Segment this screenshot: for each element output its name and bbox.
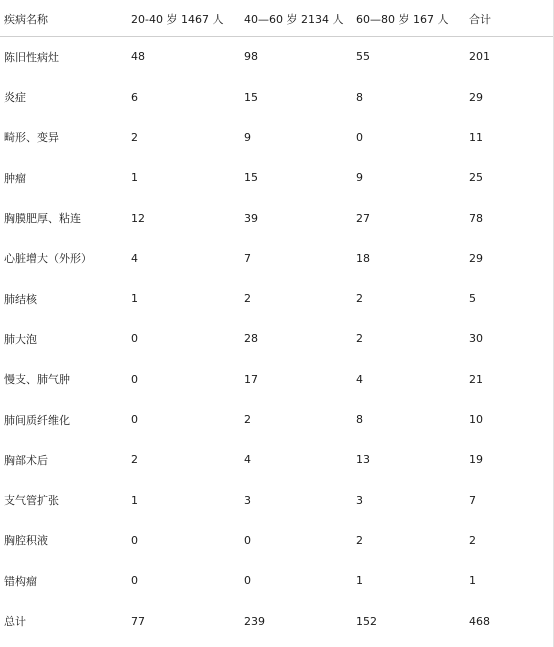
disease-name-cell: 胸部术后 [4,453,48,467]
header-disease-name: 疾病名称 [0,0,131,36]
table-row [0,440,553,480]
table-row [0,561,553,601]
count-age-60-80-cell: 9 [356,171,363,185]
disease-name-cell: 心脏增大（外形） [4,252,92,266]
count-age-20-40-cell: 6 [131,90,138,104]
table-row [0,77,553,117]
count-total-cell: 21 [469,372,483,386]
count-age-40-60-cell: 0 [244,574,251,588]
count-age-60-80-cell: 55 [356,50,370,64]
disease-name-cell: 胸膜肥厚、粘连 [4,212,81,226]
header-age-60-80: 60—80 岁 167 人 [356,0,469,36]
disease-name-cell: 错构瘤 [4,574,37,588]
count-age-60-80-cell: 8 [356,90,363,104]
count-age-60-80-cell: 18 [356,251,370,265]
count-age-20-40-cell: 12 [131,211,145,225]
table-row [0,278,553,318]
disease-name-cell: 肺间质纤维化 [4,413,70,427]
table-row [0,520,553,560]
count-total-cell: 10 [469,413,483,427]
count-age-20-40-cell: 1 [131,493,138,507]
count-age-20-40-cell: 48 [131,50,145,64]
count-age-60-80-cell: 2 [356,332,363,346]
count-age-60-80-cell: 13 [356,453,370,467]
disease-name-cell: 畸形、变异 [4,131,59,145]
count-age-40-60-cell: 4 [244,453,251,467]
count-total-cell: 5 [469,292,476,306]
count-age-40-60-cell: 15 [244,171,258,185]
count-total-cell: 201 [469,50,490,64]
count-age-40-60-cell: 0 [244,533,251,547]
count-total-cell: 29 [469,251,483,265]
header-total: 合计 [469,0,553,36]
count-age-20-40-cell: 1 [131,171,138,185]
table-row [0,359,553,399]
count-age-60-80-cell: 3 [356,493,363,507]
count-total-cell: 11 [469,130,483,144]
count-total-cell: 78 [469,211,483,225]
count-age-60-80-cell: 27 [356,211,370,225]
header-age-40-60: 40—60 岁 2134 人 [244,0,356,36]
table-row [0,117,553,157]
total-age-20-40-cell: 77 [131,614,145,628]
count-age-60-80-cell: 0 [356,130,363,144]
total-age-60-80-cell: 152 [356,614,377,628]
table-row [0,158,553,198]
table-header-row [0,0,553,36]
grand-total-cell: 468 [469,614,490,628]
count-age-60-80-cell: 2 [356,533,363,547]
count-total-cell: 25 [469,171,483,185]
count-age-20-40-cell: 0 [131,372,138,386]
count-age-20-40-cell: 4 [131,251,138,265]
disease-name-cell: 陈旧性病灶 [4,50,59,64]
count-age-20-40-cell: 0 [131,332,138,346]
count-age-60-80-cell: 8 [356,413,363,427]
count-age-20-40-cell: 0 [131,413,138,427]
count-total-cell: 30 [469,332,483,346]
disease-name-cell: 炎症 [4,91,26,105]
count-age-40-60-cell: 2 [244,292,251,306]
count-age-20-40-cell: 0 [131,574,138,588]
count-age-20-40-cell: 1 [131,292,138,306]
disease-name-cell: 肺结核 [4,292,37,306]
count-age-40-60-cell: 28 [244,332,258,346]
table-row [0,480,553,520]
count-age-40-60-cell: 39 [244,211,258,225]
disease-name-cell: 支气管扩张 [4,494,59,508]
count-age-40-60-cell: 98 [244,50,258,64]
count-age-40-60-cell: 7 [244,251,251,265]
count-total-cell: 19 [469,453,483,467]
total-age-40-60-cell: 239 [244,614,265,628]
count-age-20-40-cell: 2 [131,453,138,467]
table-row [0,198,553,238]
table-row [0,399,553,439]
total-label-cell: 总计 [4,615,26,628]
count-total-cell: 1 [469,574,476,588]
count-age-40-60-cell: 3 [244,493,251,507]
count-age-40-60-cell: 17 [244,372,258,386]
table-row [0,238,553,278]
count-age-60-80-cell: 1 [356,574,363,588]
table-row [0,36,553,77]
count-age-60-80-cell: 2 [356,292,363,306]
table-row [0,319,553,359]
count-total-cell: 7 [469,493,476,507]
disease-name-cell: 肺大泡 [4,332,37,346]
count-total-cell: 29 [469,90,483,104]
table-total-row [0,601,553,641]
count-age-40-60-cell: 2 [244,413,251,427]
count-total-cell: 2 [469,533,476,547]
count-age-40-60-cell: 9 [244,130,251,144]
disease-name-cell: 胸腔积液 [4,534,48,548]
count-age-60-80-cell: 4 [356,372,363,386]
header-age-20-40: 20-40 岁 1467 人 [131,0,244,36]
disease-name-cell: 肿瘤 [4,171,26,185]
count-age-20-40-cell: 2 [131,130,138,144]
count-age-40-60-cell: 15 [244,90,258,104]
disease-name-cell: 慢支、肺气肿 [4,373,70,387]
count-age-20-40-cell: 0 [131,533,138,547]
